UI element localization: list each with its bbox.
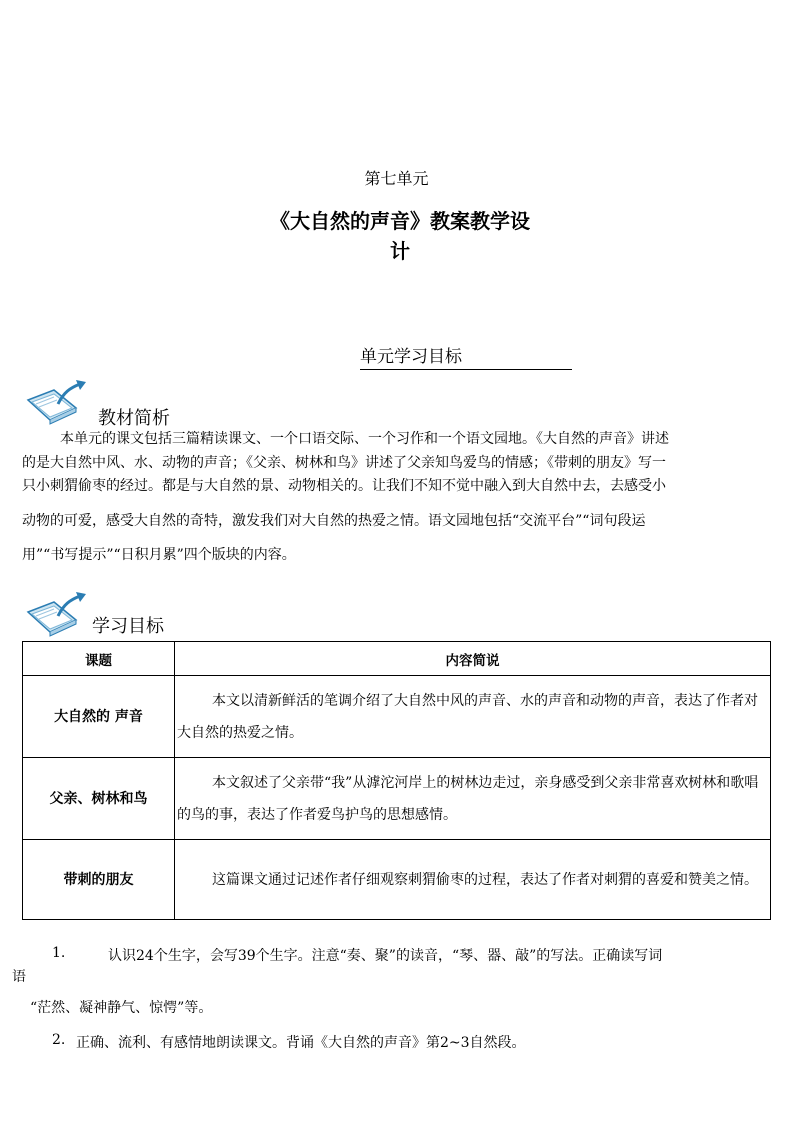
content-cell: 这篇课文通过记述作者仔细观察刺猬偷枣的过程，表达了作者对刺猬的喜爱和赞美之情。 (175, 840, 771, 920)
document-title (230, 206, 570, 266)
unit-label: 第七单元 (364, 169, 429, 188)
objective-text: 认识24个生字，会写39个生字。注意“奏、聚”的读音，“琴、器、敲”的写法。正确读写词 (108, 948, 663, 964)
textbook-analysis-paragraph (22, 428, 772, 568)
title-line-2: 计 (390, 239, 410, 263)
objective-text: “茫然、凝神静气、惊愕”等。 (30, 1000, 213, 1016)
textbook-analysis-heading: 教材简析 (98, 408, 170, 429)
table-header-row (23, 642, 771, 676)
objective-number: 1. (52, 945, 66, 961)
book-arrow-icon (24, 590, 88, 640)
objective-text-tail: 语 (12, 969, 26, 985)
paragraph-line: 的是大自然中风、水、动物的声音；《父亲、树林和鸟》讲述了父亲知鸟爱鸟的情感；《带刺的朋友》写一 (22, 454, 666, 471)
paragraph-line: 本单元的课文包括三篇精读课文、一个口语交际、一个习作和一个语文园地。《大自然的声音》讲述 (60, 431, 669, 447)
table-row (23, 758, 771, 840)
content-cell: 本文叙述了父亲带“我”从滹沱河岸上的树林边走过，亲身感受到父亲非常喜欢树林和歌唱的鸟的事，表达了作者爱鸟护鸟的思想感情。 (175, 758, 771, 840)
topic-cell: 带刺的朋友 (23, 840, 175, 920)
column-header-content: 内容简说 (175, 642, 771, 676)
topic-cell: 大自然的 声音 (23, 676, 175, 758)
column-header-topic: 课题 (23, 642, 175, 676)
objective-number: 2. (52, 1032, 66, 1048)
paragraph-line: 只小刺猬偷枣的经过。都是与大自然的景、动物相关的。让我们不知不觉中融入到大自然中去，去感受小 (22, 478, 666, 494)
content-cell: 本文以清新鲜活的笔调介绍了大自然中风的声音、水的声音和动物的声音，表达了作者对大自然的热爱之情。 (175, 676, 771, 758)
table-row (23, 676, 771, 758)
objective-text: 正确、流利、有感情地朗读课文。背诵《大自然的声音》第2~3自然段。 (76, 1035, 526, 1051)
learning-goals-heading: 学习目标 (92, 616, 164, 637)
paragraph-line: 动物的可爱，感受大自然的奇特，激发我们对大自然的热爱之情。语文园地包括“交流平台”“词句段运 (22, 512, 646, 529)
book-arrow-icon (24, 378, 88, 428)
topic-cell: 父亲、树林和鸟 (23, 758, 175, 840)
goals-table (22, 641, 771, 920)
title-line-1: 《大自然的声音》教案教学设 (270, 209, 530, 233)
paragraph-line: 用”“书写提示”“日积月累”四个版块的内容。 (22, 547, 296, 563)
table-row (23, 840, 771, 920)
unit-goals-heading: 单元学习目标 (360, 342, 572, 370)
